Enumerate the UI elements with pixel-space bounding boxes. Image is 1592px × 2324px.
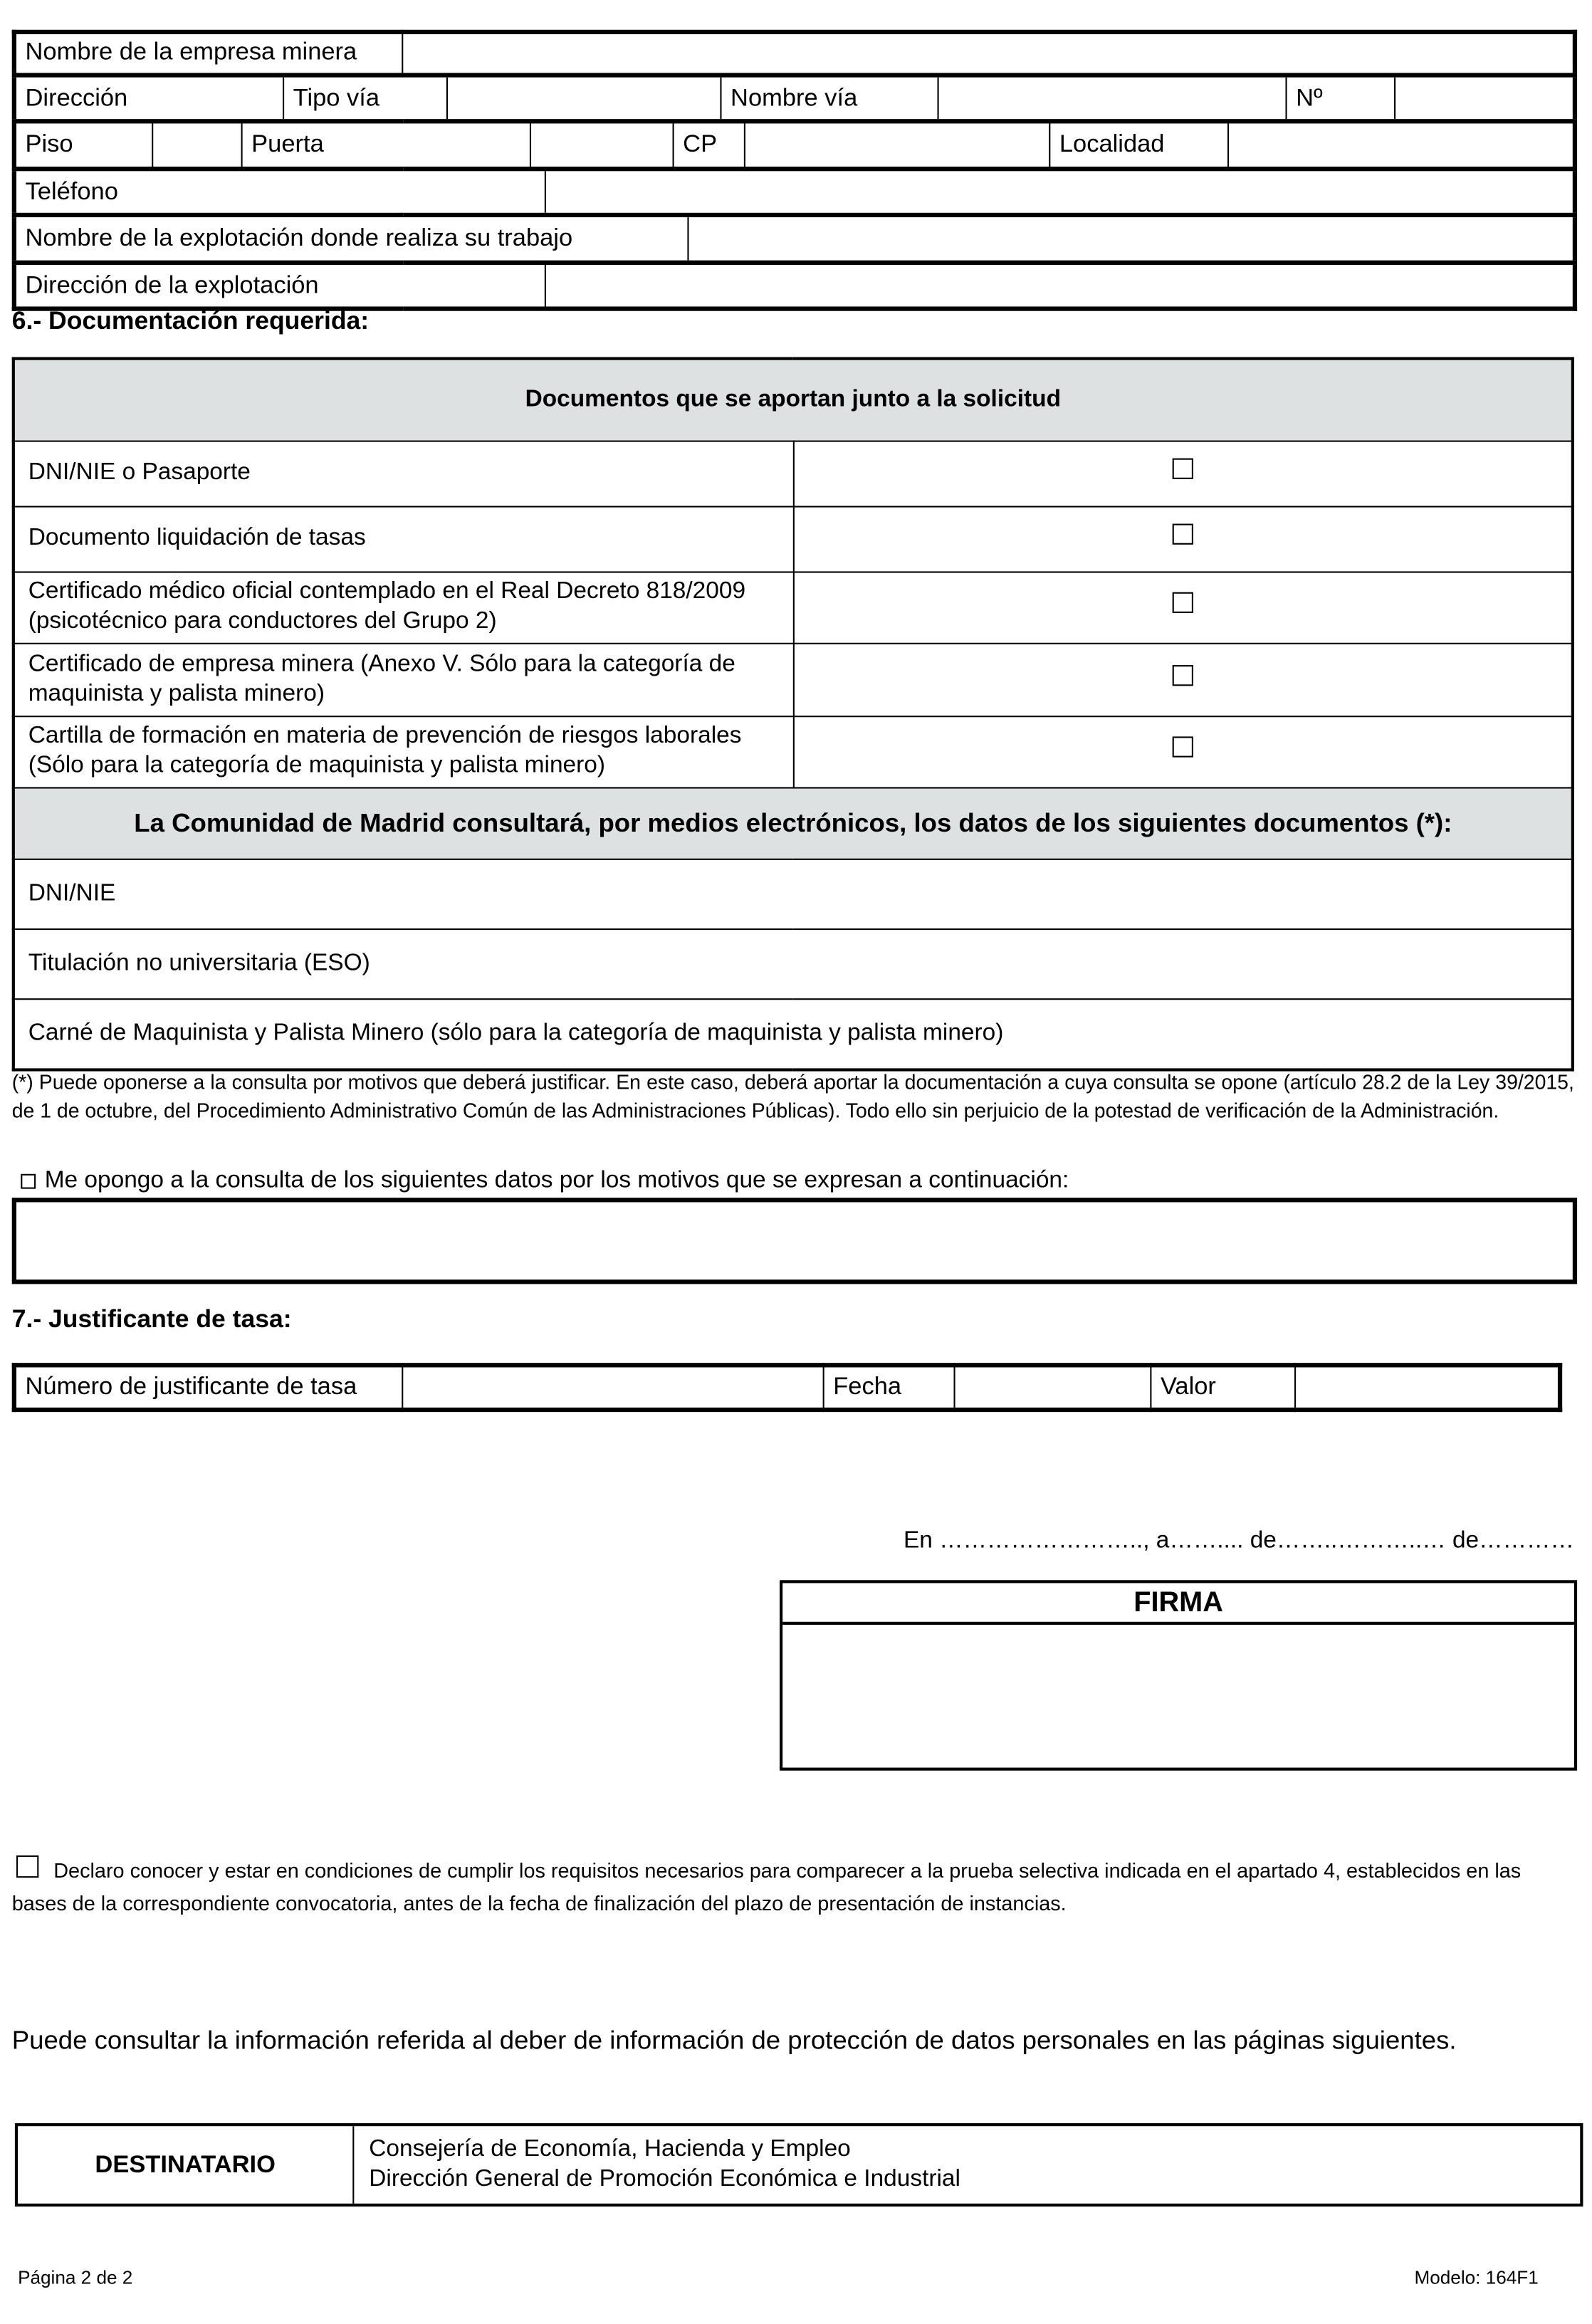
destinatario-line1: Consejería de Economía, Hacienda y Empleo [369,2136,851,2162]
label-numero: Nº [1287,77,1396,120]
destinatario-box [15,2123,1583,2207]
doc-checkbox[interactable] [1172,524,1193,545]
oppose-reasons-input[interactable] [12,1198,1577,1284]
input-telefono[interactable] [546,170,1573,213]
section6-title: 6.- Documentación requerida: [11,306,370,335]
input-puerta[interactable] [531,123,674,166]
doc-label: Certificado de empresa minera (Anexo V. Sólo para la categoría de maquinista y palista minero) [14,643,793,716]
label-numero-justificante: Número de justificante de tasa [14,1365,402,1410]
destinatario-label: DESTINATARIO [18,2126,354,2204]
doc-label: Certificado médico oficial contemplado en el Real Decreto 818/2009 (psicotécnico para conductores del Grupo 2) [14,571,793,642]
input-empresa[interactable] [402,32,1575,75]
label-nombre-via: Nombre vía [722,77,939,120]
input-explotacion[interactable] [689,217,1573,260]
doc-label: DNI/NIE o Pasaporte [14,441,793,506]
input-numero[interactable] [1395,77,1573,120]
oppose-label: Me opongo a la consulta de los siguientes datos por los motivos que se expresan a continuación: [44,1168,1069,1193]
doc-label: Cartilla de formación en materia de prevención de riesgos laborales (Sólo para la categoría de maquinista y palista minero) [14,716,793,787]
consult-doc: DNI/NIE [14,859,1573,928]
consult-doc: Titulación no universitaria (ESO) [14,928,1573,998]
label-fecha: Fecha [824,1365,955,1410]
page-number: Página 2 de 2 [18,2267,133,2288]
label-empresa: Nombre de la empresa minera [14,32,402,75]
input-localidad[interactable] [1229,123,1573,166]
fee-table [12,1363,1562,1412]
oppose-checkbox[interactable] [21,1174,36,1189]
section7-title: 7.- Justificante de tasa: [11,1304,292,1334]
input-fecha[interactable] [955,1365,1151,1410]
doc-label: Documento liquidación de tasas [14,506,793,571]
label-telefono: Teléfono [16,170,546,213]
label-cp: CP [674,123,745,166]
consult-doc: Carné de Maquinista y Palista Minero (sólo para la categoría de maquinista y palista minero) [14,998,1573,1069]
signature-header: FIRMA [782,1583,1574,1625]
place-date: En …………………….., a…….... de……..………..… de………… [903,1528,1574,1554]
label-dir-explotacion: Dirección de la explotación [16,264,546,307]
signature-box[interactable] [780,1580,1577,1770]
label-valor: Valor [1151,1365,1295,1410]
doc-checkbox[interactable] [1172,664,1193,685]
company-table [12,30,1577,311]
input-valor[interactable] [1295,1365,1560,1410]
oppose-row [21,1168,1069,1195]
doc-checkbox[interactable] [1172,459,1193,479]
doc-checkbox[interactable] [1172,592,1193,613]
model-number: Modelo: 164F1 [1414,2267,1539,2288]
label-tipo-via: Tipo vía [284,77,448,120]
documents-table [12,357,1574,1072]
privacy-note: Puede consultar la información referida al deber de información de protección de datos personales en las páginas siguientes. [11,2025,1457,2055]
input-dir-explotacion[interactable] [546,264,1573,307]
doc-checkbox[interactable] [1172,736,1193,757]
label-piso: Piso [16,123,153,166]
label-direccion: Dirección [16,77,284,120]
label-explotacion: Nombre de la explotación donde realiza su trabajo [16,217,689,260]
consult-header: La Comunidad de Madrid consultará, por medios electrónicos, los datos de los siguientes documentos (*): [14,787,1573,858]
footnote: (*) Puede oponerse a la consulta por motivos que deberá justificar. En este caso, deberá aportar la documentación a cuya consulta se opone (artículo 28.2 de la Ley 39/2015, de 1 de octubre, del Procedimiento Administrativo Común de las Administraciones Públicas). Todo ello sin perjuicio de la potestad de verificación de la Administración. [11,1071,1574,1121]
declaro-text: Declaro conocer y estar en condiciones de cumplir los requisitos necesarios para comparecer a la prueba selectiva indicada en el apartado 4, establecidos en las bases de la correspondiente convocatoria, antes de la fecha de finalización del plazo de presentación de instancias. [11,1860,1522,1915]
input-nombre-via[interactable] [939,77,1287,120]
input-piso[interactable] [153,123,242,166]
destinatario-line2: Dirección General de Promoción Económica e Industrial [369,2166,960,2192]
input-cp[interactable] [745,123,1050,166]
label-localidad: Localidad [1050,123,1229,166]
label-puerta: Puerta [243,123,531,166]
input-numero-justificante[interactable] [402,1365,823,1410]
input-tipo-via[interactable] [448,77,722,120]
documents-header: Documentos que se aportan junto a la solicitud [14,359,1573,441]
